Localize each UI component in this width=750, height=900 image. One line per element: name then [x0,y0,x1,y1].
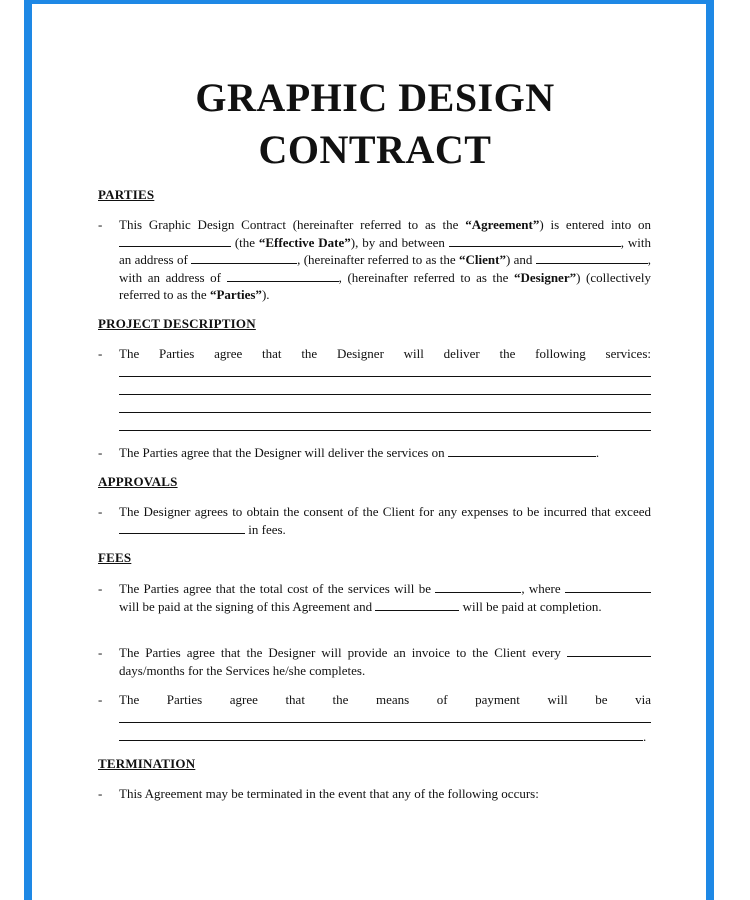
heading-project-description: PROJECT DESCRIPTION [98,316,256,331]
text-span: ), by and between [350,234,449,250]
text-span: will be paid at the signing of this Agreement and [119,599,376,614]
fees-paragraph-2 [98,644,652,680]
blank-line-services-4[interactable] [119,430,651,431]
payment-period: . [643,729,647,744]
text-span: This Graphic Design Contract (hereinafter referred to as the [119,217,466,232]
bullet-dash: - [98,504,103,519]
bullet-dash: - [98,786,103,801]
termination-paragraph [98,785,652,803]
title-line-1: GRAPHIC DESIGN [195,75,555,120]
text-span: The Parties agree that the Designer will deliver the services on [119,445,448,460]
text-span: ). [261,287,270,302]
text-span: The Designer agrees to obtain the consent of the Client for any expenses to be incurred that exceed [119,504,651,519]
term-parties: “Parties” [209,287,262,302]
text-span: ) is entered into on [539,217,651,232]
project-services-text: The Parties agree that the Designer will deliver the following services: [119,346,651,361]
term-designer: “Designer” [514,269,577,285]
text-span: , (hereinafter referred to as the [338,269,509,285]
termination-text: This Agreement may be terminated in the event that any of the following occurs: [119,786,539,801]
text-span: . [595,445,600,460]
bullet-dash: - [98,581,103,596]
text-span: , with an address of [119,252,651,285]
payment-means-text: The Parties agree that the means of payment will be via [119,692,651,707]
text-span: in fees. [245,522,286,537]
title-line-2: CONTRACT [258,127,492,172]
blank-total-cost[interactable] [435,581,521,593]
blank-expense-limit[interactable] [119,522,245,534]
blank-delivery-date[interactable] [448,445,596,457]
project-paragraph-2 [98,444,652,462]
heading-fees: FEES [98,550,132,565]
parties-paragraph [98,216,652,304]
blank-client-address[interactable] [191,252,297,264]
text-span: , where [521,581,561,596]
bullet-dash: - [98,346,103,361]
blank-line-services-3[interactable] [119,412,651,413]
term-effective-date: “Effective Date” [258,234,351,250]
blank-completion-payment[interactable] [375,599,459,611]
blank-line-services-1[interactable] [119,376,651,377]
bullet-dash: - [98,645,103,660]
text-span: with an address of [119,234,651,267]
blank-client-name[interactable] [449,235,621,247]
text-span: The Parties agree that the Designer will provide an invoice to the Client every [119,645,567,660]
term-agreement: “Agreement” [465,217,540,232]
blank-line-services-2[interactable] [119,394,651,395]
text-span: ) and [505,252,533,267]
blank-line-payment-1[interactable] [119,722,651,723]
bullet-dash: - [98,217,103,232]
text-span: will be paid at completion. [459,599,602,614]
blank-designer-name[interactable] [536,252,648,264]
heading-approvals: APPROVALS [98,474,178,489]
bullet-dash: - [98,445,103,460]
term-client: “Client” [459,252,506,267]
blank-designer-address[interactable] [227,270,339,282]
project-paragraph-1 [98,345,652,363]
text-span: , (hereinafter referred to as the [297,252,459,267]
text-span: , [620,234,625,250]
text-span: ) (collectively referred to as the [119,269,652,302]
blank-date[interactable] [119,235,231,247]
fees-paragraph-3 [98,691,652,709]
text-span: days/months for the Services he/she completes. [119,663,366,678]
blank-line-payment-2[interactable] [119,740,643,741]
bullet-dash: - [98,692,103,707]
blank-invoice-frequency[interactable] [567,645,651,657]
approvals-paragraph [98,503,652,539]
text-span: The Parties agree that the total cost of the services will be [119,581,436,596]
fees-paragraph-1 [98,580,652,616]
heading-parties: PARTIES [98,187,155,202]
document-title [98,72,652,176]
blank-signing-payment[interactable] [565,581,651,593]
text-span: (the [231,234,259,250]
heading-termination: TERMINATION [98,756,196,771]
